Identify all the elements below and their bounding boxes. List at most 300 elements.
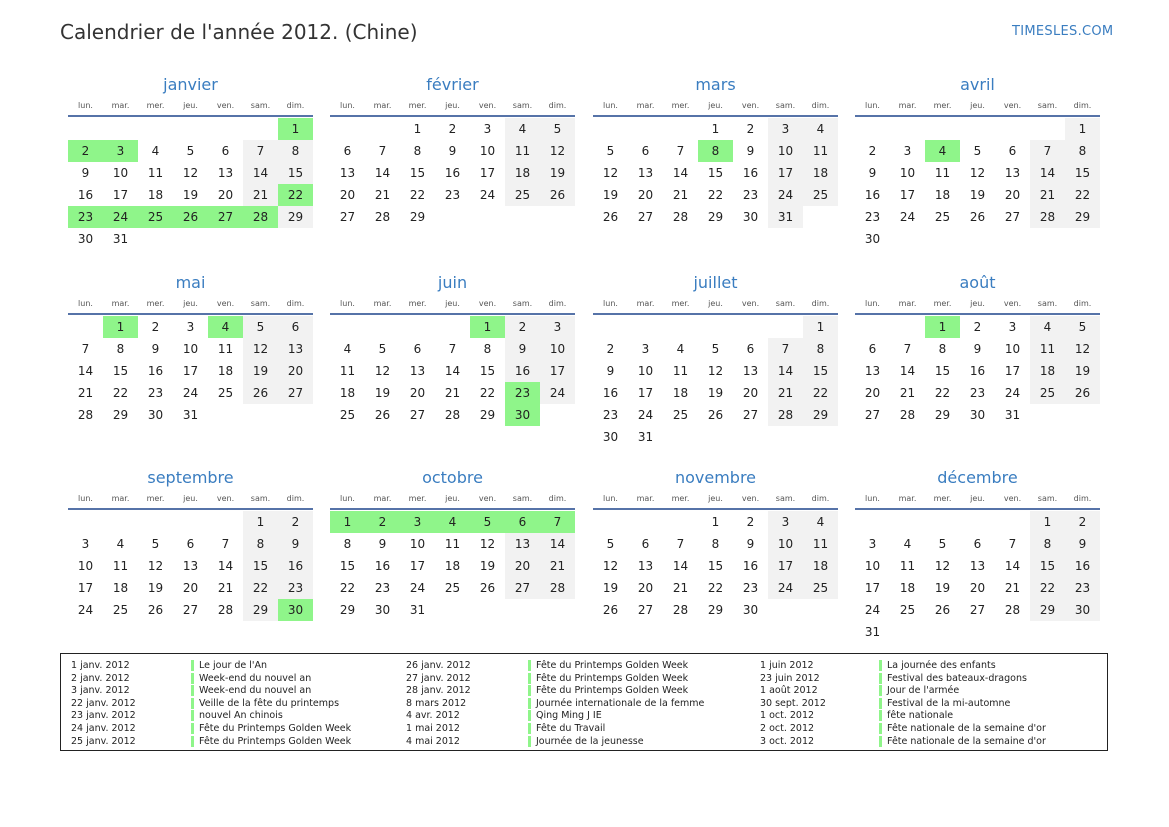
legend-marker <box>879 736 882 747</box>
weekday-label: sam. <box>775 494 796 503</box>
day-cell: 10 <box>540 338 575 360</box>
day-cell: 11 <box>934 166 951 180</box>
holiday-day-cell: 5 <box>470 511 505 533</box>
day-cell: 26 <box>602 210 619 224</box>
day-cell: 30 <box>1065 599 1100 621</box>
day-cell: 20 <box>1004 188 1021 202</box>
day-cell: 9 <box>746 537 755 551</box>
weekday-label: lun. <box>78 494 93 503</box>
days-grid <box>68 511 313 621</box>
day-cell: 27 <box>339 210 356 224</box>
legend-marker <box>879 723 882 734</box>
legend-marker <box>879 685 882 696</box>
day-cell: 13 <box>637 559 654 573</box>
weekday-label: mar. <box>636 494 655 503</box>
day-cell: 4 <box>903 537 912 551</box>
weekday-label: mer. <box>146 299 165 308</box>
day-cell: 12 <box>243 338 278 360</box>
legend-holiday-name: Fête nationale de la semaine d'or <box>887 735 1046 747</box>
day-cell: 19 <box>243 360 278 382</box>
legend-marker <box>528 723 531 734</box>
day-cell: 13 <box>637 166 654 180</box>
legend-date: 23 janv. 2012 <box>71 710 136 722</box>
day-cell: 9 <box>868 166 877 180</box>
day-cell: 20 <box>969 581 986 595</box>
weekday-header <box>855 492 1100 506</box>
day-cell: 6 <box>343 144 352 158</box>
day-cell: 2 <box>746 122 755 136</box>
header-rule <box>855 508 1100 510</box>
weekday-label: mar. <box>373 299 392 308</box>
day-cell: 15 <box>112 364 129 378</box>
holiday-day-cell: 8 <box>698 140 733 162</box>
weekday-label: mer. <box>146 494 165 503</box>
day-cell: 28 <box>1030 206 1065 228</box>
day-cell: 14 <box>1030 162 1065 184</box>
day-cell: 21 <box>672 581 689 595</box>
empty-cell <box>68 511 103 533</box>
day-cell: 21 <box>374 188 391 202</box>
day-cell: 15 <box>278 162 313 184</box>
day-cell: 22 <box>479 386 496 400</box>
month-name: juillet <box>693 273 738 292</box>
holiday-day-cell: 7 <box>540 511 575 533</box>
weekday-header <box>593 99 838 113</box>
day-cell: 11 <box>339 364 356 378</box>
day-cell: 8 <box>483 342 492 356</box>
day-cell: 19 <box>707 386 724 400</box>
empty-cell <box>103 511 138 533</box>
empty-cell <box>173 118 208 140</box>
site-logo[interactable]: TIMESLES.COM <box>1012 24 1114 39</box>
empty-cell <box>1030 118 1065 140</box>
day-cell: 3 <box>483 122 492 136</box>
day-cell: 29 <box>112 408 129 422</box>
weekday-header <box>855 297 1100 311</box>
day-cell: 16 <box>374 559 391 573</box>
weekday-header <box>68 492 313 506</box>
month-5 <box>68 271 313 426</box>
day-cell: 8 <box>278 140 313 162</box>
legend-date: 8 mars 2012 <box>406 697 467 709</box>
day-cell: 13 <box>864 364 881 378</box>
holiday-day-cell: 1 <box>103 316 138 338</box>
day-cell: 6 <box>413 342 422 356</box>
day-cell: 27 <box>1004 210 1021 224</box>
empty-cell <box>208 511 243 533</box>
empty-cell <box>925 118 960 140</box>
empty-cell <box>995 118 1030 140</box>
weekday-label: mer. <box>671 101 690 110</box>
weekday-label: dim. <box>548 299 567 308</box>
day-cell: 29 <box>339 603 356 617</box>
legend-date: 2 oct. 2012 <box>760 723 815 734</box>
day-cell: 26 <box>602 603 619 617</box>
weekday-label: lun. <box>865 299 880 308</box>
header-rule <box>855 313 1100 315</box>
day-cell: 15 <box>243 555 278 577</box>
weekday-label: lun. <box>603 299 618 308</box>
day-cell: 23 <box>969 386 986 400</box>
empty-cell <box>593 118 628 140</box>
day-cell: 26 <box>479 581 496 595</box>
day-cell: 29 <box>707 210 724 224</box>
day-cell: 8 <box>711 537 720 551</box>
day-cell: 18 <box>112 581 129 595</box>
empty-cell <box>855 316 890 338</box>
day-cell: 21 <box>77 386 94 400</box>
holiday-day-cell: 27 <box>208 206 243 228</box>
day-cell: 25 <box>1030 382 1065 404</box>
day-cell: 21 <box>1004 581 1021 595</box>
day-cell: 22 <box>339 581 356 595</box>
day-cell: 26 <box>969 210 986 224</box>
day-cell: 29 <box>1030 599 1065 621</box>
day-cell: 7 <box>221 537 230 551</box>
legend-date: 25 janv. 2012 <box>71 735 136 747</box>
day-cell: 14 <box>243 162 278 184</box>
empty-cell <box>330 316 365 338</box>
header-rule <box>330 115 575 117</box>
day-cell: 2 <box>973 320 982 334</box>
day-cell: 26 <box>707 408 724 422</box>
holiday-day-cell: 1 <box>278 118 313 140</box>
empty-cell <box>768 316 803 338</box>
day-cell: 29 <box>479 408 496 422</box>
day-cell: 10 <box>112 166 129 180</box>
weekday-label: sam. <box>775 101 796 110</box>
day-cell: 10 <box>768 533 803 555</box>
day-cell: 8 <box>938 342 947 356</box>
day-cell: 19 <box>479 559 496 573</box>
legend-date: 1 août 2012 <box>760 685 818 697</box>
day-cell: 24 <box>637 408 654 422</box>
legend-date: 3 janv. 2012 <box>71 685 130 697</box>
day-cell: 14 <box>374 166 391 180</box>
day-cell: 13 <box>339 166 356 180</box>
day-cell: 5 <box>711 342 720 356</box>
weekday-label: sam. <box>250 494 271 503</box>
holiday-day-cell: 23 <box>68 206 103 228</box>
legend-marker <box>528 685 531 696</box>
month-4 <box>855 73 1100 250</box>
weekday-label: dim. <box>548 494 567 503</box>
month-8 <box>855 271 1100 426</box>
day-cell: 30 <box>602 430 619 444</box>
legend-holiday-name: Journée internationale de la femme <box>536 697 705 709</box>
day-cell: 30 <box>147 408 164 422</box>
day-cell: 21 <box>444 386 461 400</box>
day-cell: 9 <box>378 537 387 551</box>
day-cell: 20 <box>864 386 881 400</box>
day-cell: 5 <box>606 144 615 158</box>
day-cell: 1 <box>1030 511 1065 533</box>
legend-date: 27 janv. 2012 <box>406 672 471 684</box>
month-name: janvier <box>163 75 218 94</box>
header-rule <box>330 508 575 510</box>
holiday-day-cell: 23 <box>505 382 540 404</box>
day-cell: 19 <box>182 188 199 202</box>
legend-marker <box>879 698 882 709</box>
holiday-day-cell: 30 <box>505 404 540 426</box>
empty-cell <box>138 118 173 140</box>
weekday-label: sam. <box>512 101 533 110</box>
day-cell: 16 <box>505 360 540 382</box>
day-cell: 29 <box>707 603 724 617</box>
day-cell: 4 <box>803 511 838 533</box>
day-cell: 22 <box>707 581 724 595</box>
day-cell: 27 <box>637 603 654 617</box>
day-cell: 3 <box>1008 320 1017 334</box>
day-cell: 27 <box>182 603 199 617</box>
day-cell: 20 <box>637 581 654 595</box>
day-cell: 11 <box>505 140 540 162</box>
legend-marker <box>528 698 531 709</box>
empty-cell <box>208 118 243 140</box>
day-cell: 2 <box>151 320 160 334</box>
weekday-label: sam. <box>775 299 796 308</box>
day-cell: 6 <box>746 342 755 356</box>
days-grid <box>68 316 313 426</box>
month-3 <box>593 73 838 228</box>
header-rule <box>68 508 313 510</box>
day-cell: 16 <box>147 364 164 378</box>
day-cell: 31 <box>1004 408 1021 422</box>
day-cell: 13 <box>182 559 199 573</box>
day-cell: 16 <box>602 386 619 400</box>
weekday-label: ven. <box>478 299 497 308</box>
legend-date: 3 oct. 2012 <box>760 735 815 747</box>
day-cell: 13 <box>409 364 426 378</box>
weekday-header <box>330 297 575 311</box>
day-cell: 5 <box>151 537 160 551</box>
day-cell: 8 <box>116 342 125 356</box>
weekday-label: ven. <box>216 494 235 503</box>
empty-cell <box>855 118 890 140</box>
day-cell: 25 <box>899 603 916 617</box>
legend-date: 1 oct. 2012 <box>760 710 815 722</box>
day-cell: 17 <box>899 188 916 202</box>
empty-cell <box>890 118 925 140</box>
day-cell: 12 <box>934 559 951 573</box>
weekday-label: sam. <box>512 494 533 503</box>
legend-date: 1 janv. 2012 <box>71 660 130 671</box>
day-cell: 19 <box>540 162 575 184</box>
day-cell: 16 <box>969 364 986 378</box>
weekday-label: mar. <box>898 101 917 110</box>
day-cell: 21 <box>672 188 689 202</box>
legend-date: 1 juin 2012 <box>760 660 814 671</box>
day-cell: 19 <box>969 188 986 202</box>
day-cell: 8 <box>1065 140 1100 162</box>
day-cell: 11 <box>1030 338 1065 360</box>
day-cell: 9 <box>448 144 457 158</box>
day-cell: 19 <box>934 581 951 595</box>
day-cell: 17 <box>182 364 199 378</box>
day-cell: 12 <box>374 364 391 378</box>
day-cell: 18 <box>1030 360 1065 382</box>
day-cell: 27 <box>742 408 759 422</box>
day-cell: 6 <box>868 342 877 356</box>
day-cell: 12 <box>707 364 724 378</box>
day-cell: 8 <box>803 338 838 360</box>
weekday-label: ven. <box>1003 101 1022 110</box>
day-cell: 12 <box>182 166 199 180</box>
empty-cell <box>855 511 890 533</box>
day-cell: 27 <box>864 408 881 422</box>
day-cell: 26 <box>934 603 951 617</box>
legend-marker <box>191 673 194 684</box>
empty-cell <box>890 316 925 338</box>
day-cell: 30 <box>742 210 759 224</box>
day-cell: 4 <box>1030 316 1065 338</box>
weekday-label: jeu. <box>708 299 723 308</box>
legend-date: 23 juin 2012 <box>760 672 820 684</box>
day-cell: 10 <box>479 144 496 158</box>
weekday-label: jeu. <box>445 299 460 308</box>
day-cell: 31 <box>864 625 881 639</box>
weekday-label: ven. <box>1003 494 1022 503</box>
weekday-label: mer. <box>408 299 427 308</box>
day-cell: 6 <box>641 537 650 551</box>
header-rule <box>593 115 838 117</box>
legend-marker <box>191 736 194 747</box>
day-cell: 29 <box>803 404 838 426</box>
month-name: novembre <box>674 468 757 487</box>
day-cell: 17 <box>1004 364 1021 378</box>
day-cell: 19 <box>602 188 619 202</box>
empty-cell <box>628 316 663 338</box>
day-cell: 28 <box>768 404 803 426</box>
legend-holiday-name: Journée de la jeunesse <box>536 735 644 747</box>
day-cell: 4 <box>116 537 125 551</box>
holiday-day-cell: 1 <box>330 511 365 533</box>
day-cell: 18 <box>803 555 838 577</box>
day-cell: 1 <box>243 511 278 533</box>
day-cell: 2 <box>606 342 615 356</box>
day-cell: 7 <box>1030 140 1065 162</box>
weekday-label: lun. <box>340 299 355 308</box>
day-cell: 27 <box>409 408 426 422</box>
day-cell: 1 <box>1065 118 1100 140</box>
day-cell: 30 <box>969 408 986 422</box>
day-cell: 4 <box>505 118 540 140</box>
day-cell: 11 <box>147 166 164 180</box>
day-cell: 5 <box>1065 316 1100 338</box>
day-cell: 28 <box>374 210 391 224</box>
days-grid <box>68 118 313 250</box>
day-cell: 14 <box>672 559 689 573</box>
weekday-label: mer. <box>671 494 690 503</box>
days-grid <box>855 316 1100 426</box>
day-cell: 6 <box>973 537 982 551</box>
day-cell: 19 <box>1065 360 1100 382</box>
day-cell: 12 <box>540 140 575 162</box>
day-cell: 11 <box>803 533 838 555</box>
day-cell: 13 <box>217 166 234 180</box>
day-cell: 30 <box>864 232 881 246</box>
day-cell: 11 <box>803 140 838 162</box>
day-cell: 24 <box>1004 386 1021 400</box>
empty-cell <box>663 511 698 533</box>
day-cell: 29 <box>409 210 426 224</box>
weekday-label: jeu. <box>183 101 198 110</box>
day-cell: 24 <box>182 386 199 400</box>
day-cell: 27 <box>505 577 540 599</box>
legend-marker <box>528 673 531 684</box>
legend-date: 24 janv. 2012 <box>71 723 136 734</box>
day-cell: 29 <box>934 408 951 422</box>
day-cell: 27 <box>969 603 986 617</box>
header-rule <box>330 313 575 315</box>
day-cell: 7 <box>676 537 685 551</box>
day-cell: 15 <box>1030 555 1065 577</box>
day-cell: 3 <box>903 144 912 158</box>
month-6 <box>330 271 575 426</box>
day-cell: 9 <box>151 342 160 356</box>
weekday-label: mer. <box>408 494 427 503</box>
day-cell: 9 <box>81 166 90 180</box>
legend-date: 22 janv. 2012 <box>71 697 136 709</box>
legend-holiday-name: Fête nationale de la semaine d'or <box>887 723 1046 734</box>
legend-marker <box>528 660 531 671</box>
day-cell: 24 <box>899 210 916 224</box>
holiday-day-cell: 4 <box>925 140 960 162</box>
day-cell: 7 <box>243 140 278 162</box>
weekday-label: ven. <box>741 494 760 503</box>
day-cell: 12 <box>479 537 496 551</box>
month-name: octobre <box>422 468 483 487</box>
day-cell: 22 <box>707 188 724 202</box>
day-cell: 28 <box>1004 603 1021 617</box>
weekday-label: lun. <box>865 101 880 110</box>
legend-holiday-name: Week-end du nouvel an <box>199 685 312 697</box>
weekday-label: jeu. <box>970 101 985 110</box>
legend-holiday-name: Le jour de l'An <box>199 660 268 671</box>
day-cell: 5 <box>243 316 278 338</box>
weekday-label: mer. <box>408 101 427 110</box>
day-cell: 23 <box>742 188 759 202</box>
empty-cell <box>593 316 628 338</box>
day-cell: 5 <box>186 144 195 158</box>
day-cell: 27 <box>637 210 654 224</box>
header-rule <box>68 115 313 117</box>
day-cell: 6 <box>186 537 195 551</box>
day-cell: 3 <box>81 537 90 551</box>
day-cell: 25 <box>934 210 951 224</box>
weekday-label: lun. <box>340 101 355 110</box>
day-cell: 17 <box>864 581 881 595</box>
legend-holiday-name: Fête du Printemps Golden Week <box>199 723 352 734</box>
day-cell: 19 <box>147 581 164 595</box>
day-cell: 15 <box>707 166 724 180</box>
weekday-label: sam. <box>250 299 271 308</box>
weekday-label: mer. <box>671 299 690 308</box>
legend-marker <box>191 660 194 671</box>
day-cell: 9 <box>1065 533 1100 555</box>
day-cell: 4 <box>343 342 352 356</box>
weekday-label: dim. <box>811 299 830 308</box>
day-cell: 16 <box>278 555 313 577</box>
day-cell: 13 <box>505 533 540 555</box>
weekday-label: ven. <box>1003 299 1022 308</box>
day-cell: 6 <box>641 144 650 158</box>
day-cell: 25 <box>505 184 540 206</box>
day-cell: 17 <box>479 166 496 180</box>
day-cell: 23 <box>374 581 391 595</box>
day-cell: 30 <box>742 603 759 617</box>
day-cell: 27 <box>278 382 313 404</box>
